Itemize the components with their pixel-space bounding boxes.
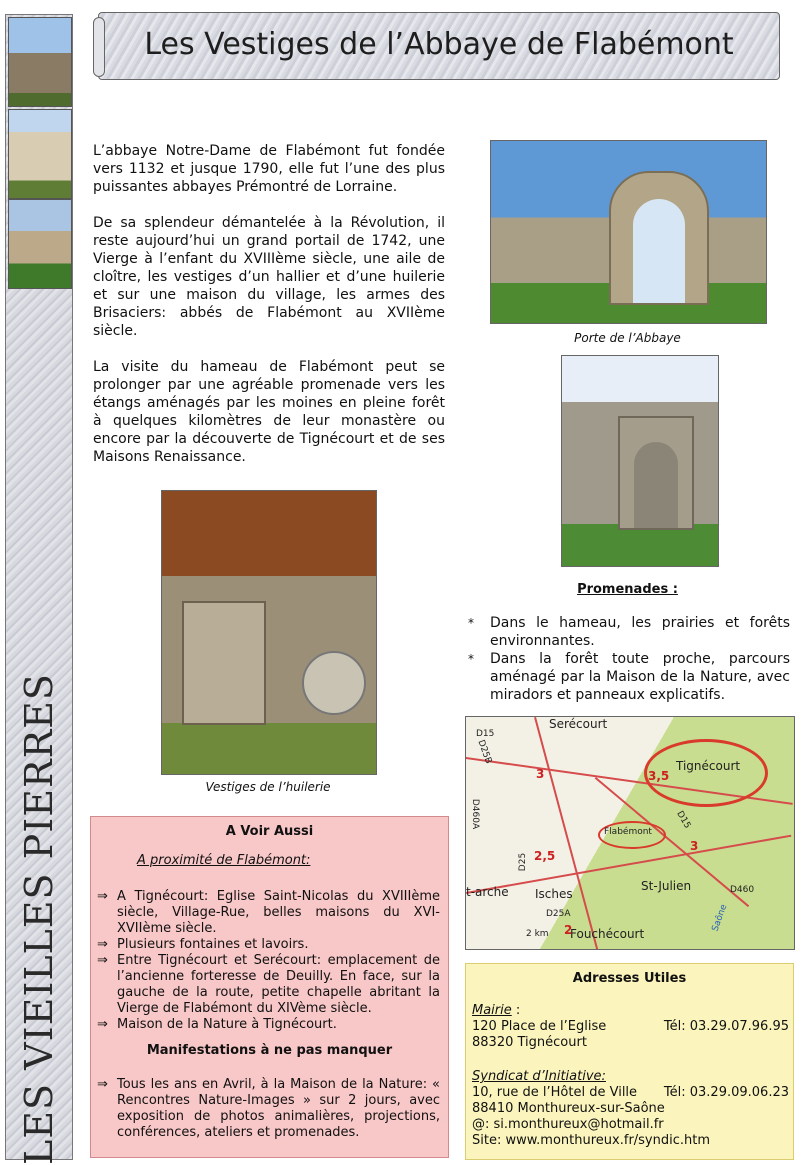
map-place: Isches xyxy=(535,887,573,901)
voir-aussi-title: A Voir Aussi xyxy=(225,824,314,839)
sidebar-title: LES VIEILLES PIERRES xyxy=(17,673,61,1165)
syndicat-block xyxy=(472,1069,793,1149)
paragraph: De sa splendeur démantelée à la Révolution, il reste aujourd’hui un grand portail de 1742, une Vierge à l’enfant du XVIIIème siècle, une aile de cloître, les vestiges d’un hallier et d’une huilerie et sur une maison du village, les armes des Brisaciers: abbés de Flabémont au XVIIème siècle. xyxy=(93,215,445,339)
map-river: Saône xyxy=(710,903,730,933)
map-distance: 2,5 xyxy=(534,849,556,863)
map-place: Tignécourt xyxy=(676,759,741,773)
mairie-phone: Tél: 03.29.07.96.95 xyxy=(663,1019,789,1034)
map-distance: 3 xyxy=(690,839,699,853)
map-scale: 2 km xyxy=(526,929,549,939)
adresses-box xyxy=(465,963,794,1160)
list-item: ⇒ Maison de la Nature à Tignécourt. xyxy=(97,1017,337,1032)
page-title: Les Vestiges de l’Abbaye de Flabémont xyxy=(144,27,734,62)
manifestations-title: Manifestations à ne pas manquer xyxy=(146,1043,393,1058)
syndicat-address: 10, rue de l’Hôtel de Ville xyxy=(472,1085,638,1100)
arrow-icon: ⇒ xyxy=(97,1077,108,1092)
manifestations-list xyxy=(91,1077,448,1141)
map-place: St-Julien xyxy=(641,879,692,893)
mairie-heading: Mairie xyxy=(472,1003,512,1018)
church-thumbnail xyxy=(8,17,72,107)
syndicat-heading: Syndicat d’Initiative: xyxy=(472,1069,606,1084)
syndicat-city: 88410 Monthureux-sur-Saône xyxy=(472,1101,665,1116)
map-place: Fouchécourt xyxy=(570,927,645,941)
list-item: ⇒ Plusieurs fontaines et lavoirs. xyxy=(97,937,309,952)
bullet-icon: * xyxy=(468,616,474,630)
list-item: ⇒ Entre Tignécourt et Serécourt: emplacement de l’ancienne forteresse de Deuilly. En face, sur la gauche de la route, petite chapelle abritant la Vierge de Flabémont du XIVème siècle. xyxy=(97,953,440,1016)
voir-aussi-subtitle: A proximité de Flabémont: xyxy=(137,853,311,868)
paragraph: La visite du hameau de Flabémont peut se prolonger par une agréable promenade vers les étangs aménagés par les moines en pleine forêt à quelques kilomètres de leur monastère ou encore par la découverte de Tignécourt et de ses Maisons Renaissance. xyxy=(93,359,445,465)
map-distance: 3 xyxy=(536,767,545,781)
arrow-icon: ⇒ xyxy=(97,953,108,968)
gate-caption: Porte de l’Abbaye xyxy=(574,331,681,345)
list-item: * Dans la forêt toute proche, parcours aménagé par la Maison de la Nature, avec miradors et panneaux explicatifs. xyxy=(468,651,790,703)
promenades-title: Promenades : xyxy=(577,582,678,597)
sidebar xyxy=(5,14,73,1165)
paragraph: L’abbaye Notre-Dame de Flabémont fut fondée vers 1132 et jusque 1790, elle fut l’une des plus puissantes abbayes Prémontré de Lorraine. xyxy=(93,143,445,195)
mairie-address: 120 Place de l’Eglise xyxy=(472,1019,607,1034)
arrow-icon: ⇒ xyxy=(97,937,108,952)
arrow-icon: ⇒ xyxy=(97,889,108,904)
adresses-title: Adresses Utiles xyxy=(572,971,687,986)
title-banner xyxy=(98,12,780,80)
cloister-photo xyxy=(561,355,719,567)
promenades-list xyxy=(468,614,790,704)
arrow-icon: ⇒ xyxy=(97,1017,108,1032)
syndicat-email[interactable]: @: si.monthureux@hotmail.fr xyxy=(472,1117,664,1132)
list-item: ⇒ Tous les ans en Avril, à la Maison de la Nature: « Rencontres Nature-Images » sur 2 jours, avec exposition de photos animalières, projections, conférences, ateliers et promenades. xyxy=(97,1077,440,1140)
intro-text xyxy=(93,142,445,484)
map-road: D460A xyxy=(470,798,481,830)
map-road: D25B xyxy=(475,738,494,766)
oil-mill-caption: Vestiges de l’huilerie xyxy=(205,780,331,794)
map-road: D15 xyxy=(674,809,693,831)
list-item: * Dans le hameau, les prairies et forêts environnantes. xyxy=(468,615,790,649)
map-distance: 2 xyxy=(564,923,573,937)
mairie-city: 88320 Tignécourt xyxy=(472,1035,587,1050)
map-place: t-arche xyxy=(466,885,509,899)
voir-aussi-box xyxy=(90,816,449,1158)
list-item: ⇒ A Tignécourt: Eglise Saint-Nicolas du XVIIIème siècle, Village-Rue, belles maisons du XVI-XVIIème siècle. xyxy=(97,889,440,936)
voir-aussi-list xyxy=(91,889,448,1033)
map-road: D25A xyxy=(546,909,571,919)
dovecote-thumbnail xyxy=(8,199,72,289)
map-road: D25 xyxy=(518,852,529,872)
tower-thumbnail xyxy=(8,109,72,199)
mairie-block: Mairie : 120 Place de l’Eglise Tél: 03.29.07.96.95 88320 Tignécourt xyxy=(472,1003,793,1051)
map-distance: 3,5 xyxy=(648,769,670,783)
map-place: Serécourt xyxy=(549,717,608,731)
map-place: Flabémont xyxy=(604,827,652,837)
syndicat-phone: Tél: 03.29.09.06.23 xyxy=(663,1085,789,1100)
oil-mill-photo xyxy=(161,490,377,775)
map-road: D460 xyxy=(730,885,755,895)
bullet-icon: * xyxy=(468,652,474,666)
area-map xyxy=(465,716,795,950)
syndicat-website[interactable]: Site: www.monthureux.fr/syndic.htm xyxy=(472,1133,711,1148)
map-road: D15 xyxy=(476,729,495,739)
abbey-gate-photo xyxy=(490,140,767,324)
